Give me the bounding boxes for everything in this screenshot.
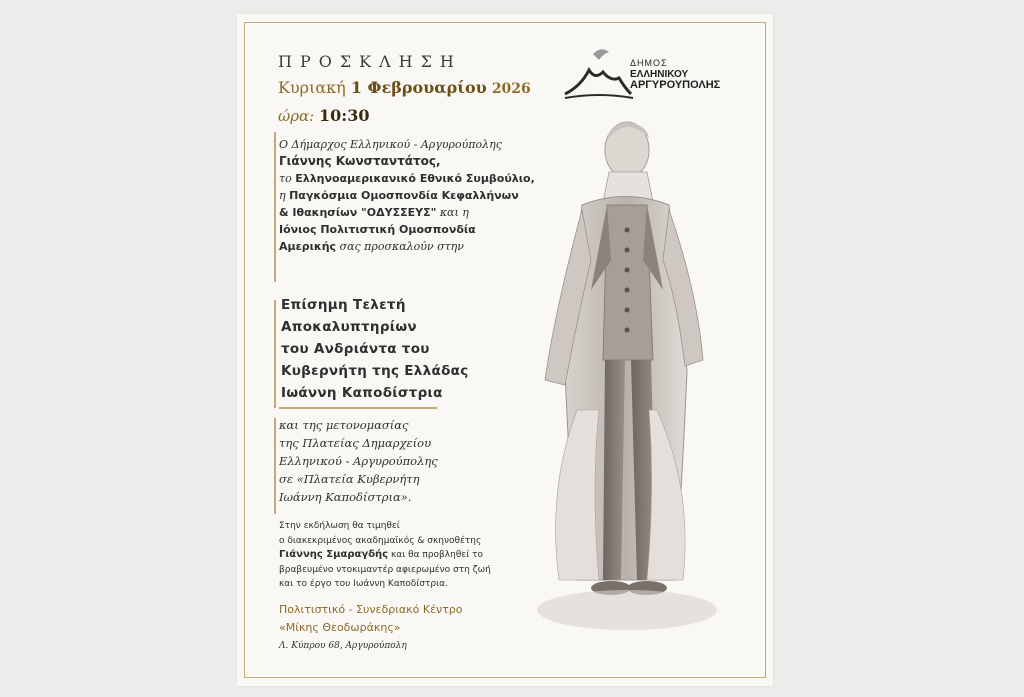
intro-line-1: Ο Δήμαρχος Ελληνικού - Αργυρούπολης	[279, 138, 502, 151]
intro-federation: Παγκόσμια Ομοσπονδία Κεφαλλήνων	[289, 189, 519, 202]
venue-address: Λ. Κύπρου 68, Αργυρούπολη	[279, 641, 407, 651]
intro-line-3: το Ελληνοαμερικανικό Εθνικό Συμβούλιο,	[279, 172, 535, 185]
event-time	[278, 106, 369, 125]
date-year: 2026	[491, 81, 531, 97]
left-rule-2	[274, 300, 276, 408]
renaming-line-3: Ελληνικού - Αργυρούπολης	[279, 454, 438, 468]
ceremony-underline	[279, 407, 437, 409]
renaming-line-1: και της μετονομασίας	[279, 418, 409, 432]
left-rule-1	[274, 132, 276, 282]
honoree-name: Γιάννης Σμαραγδής	[279, 549, 389, 560]
intro-line-7: Αμερικής σας προσκαλούν στην	[279, 240, 464, 253]
event-date	[278, 78, 531, 97]
intro-block	[279, 136, 535, 255]
honor-line-2: ο διακεκριμένος ακαδημαϊκός & σκηνοθέτης	[279, 535, 482, 546]
intro-council: Ελληνοαμερικανικό Εθνικό Συμβούλιο,	[295, 172, 535, 185]
venue-line-1: Πολιτιστικό - Συνεδριακό Κέντρο	[279, 603, 463, 616]
renaming-block	[279, 416, 438, 506]
ceremony-block	[281, 294, 469, 404]
ceremony-line-3: του Ανδριάντα του	[281, 341, 430, 357]
intro-line-6: Ιόνιος Πολιτιστική Ομοσπονδία	[279, 223, 476, 236]
honor-line-4: βραβευμένο ντοκιμαντέρ αφιερωμένο στη ζωή	[279, 564, 491, 575]
renaming-line-2: της Πλατείας Δημαρχείου	[279, 436, 432, 450]
honor-line-5: και το έργο του Ιωάννη Καποδίστρια.	[279, 579, 448, 589]
logo-text	[630, 58, 720, 91]
ceremony-line-2: Αποκαλυπτηρίων	[281, 319, 417, 335]
honor-line-1: Στην εκδήλωση θα τιμηθεί	[279, 521, 400, 531]
intro-mayor: Γιάννης Κωνσταντάτος,	[279, 154, 441, 168]
statue-illustration	[507, 110, 737, 680]
left-rule-3	[274, 418, 276, 514]
venue-line-2: «Μίκης Θεοδωράκης»	[279, 621, 401, 634]
ceremony-line-1: Επίσημη Τελετή	[281, 297, 406, 313]
date-day: Κυριακή	[278, 78, 346, 97]
renaming-line-4: σε «Πλατεία Κυβερνήτη	[279, 472, 420, 486]
time-label: ώρα:	[278, 107, 315, 125]
logo-line-2: ΕΛΛΗΝΙΚΟΥ	[630, 69, 689, 80]
venue-block	[279, 601, 463, 637]
logo-line-3: ΑΡΓΥΡΟΥΠΟΛΗΣ	[630, 79, 721, 91]
intro-line-4: η Παγκόσμια Ομοσπονδία Κεφαλλήνων	[279, 189, 519, 202]
date-main: 1 Φεβρουαρίου	[350, 78, 487, 97]
honor-line-3: Γιάννης Σμαραγδής και θα προβληθεί το	[279, 549, 484, 560]
logo-line-1: ΔΗΜΟΣ	[630, 58, 668, 68]
ceremony-line-4: Κυβερνήτη της Ελλάδας	[281, 363, 469, 379]
renaming-line-5: Ιωάννη Καποδίστρια».	[279, 490, 412, 504]
intro-line-5: & Ιθακησίων "ΟΔΥΣΣΕΥΣ" και η	[279, 206, 469, 219]
honor-block	[279, 519, 491, 592]
ceremony-line-5: Ιωάννη Καποδίστρια	[281, 385, 443, 401]
time-value: 10:30	[319, 106, 370, 125]
invitation-title: ΠΡΟΣΚΛΗΣΗ	[278, 52, 462, 71]
